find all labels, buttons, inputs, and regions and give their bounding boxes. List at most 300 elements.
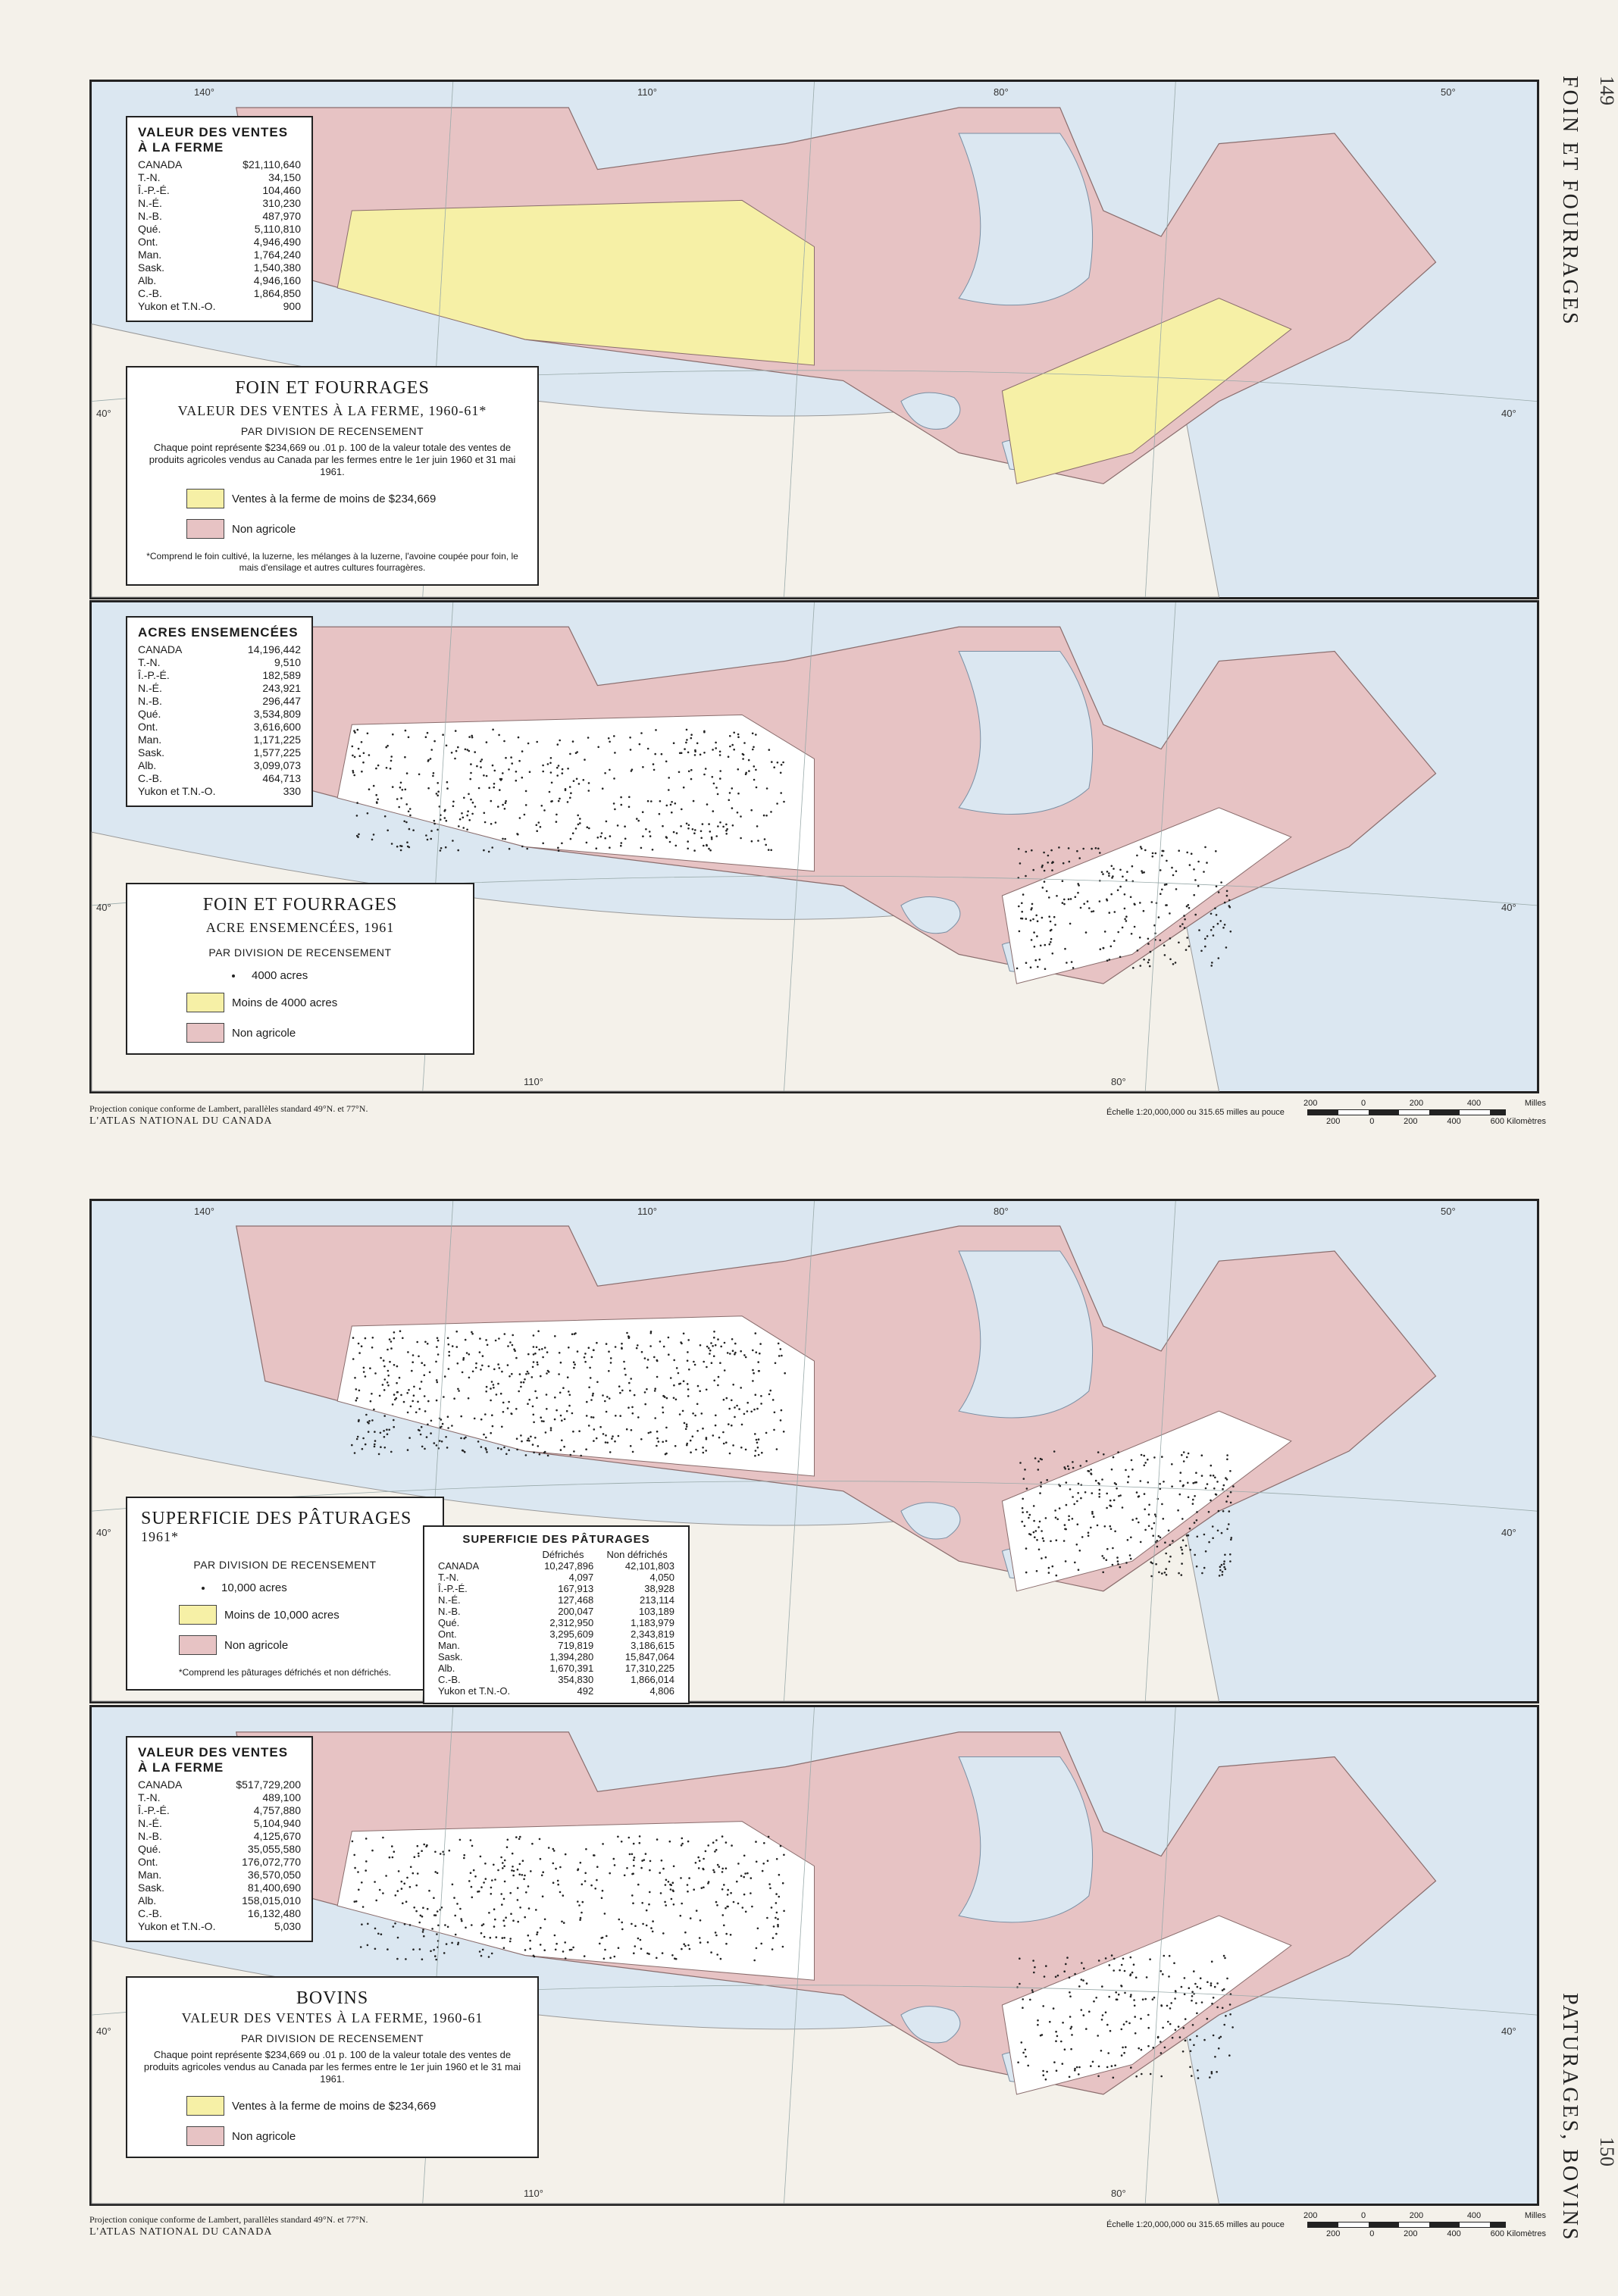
data-dot <box>715 1415 717 1417</box>
data-dot <box>1021 902 1023 905</box>
data-dot <box>493 1387 495 1389</box>
data-dot <box>1152 1534 1154 1537</box>
data-dot <box>408 1437 411 1439</box>
data-dot <box>687 752 690 754</box>
data-dot <box>575 827 577 830</box>
data-dot <box>518 737 520 739</box>
data-dot <box>363 1367 365 1369</box>
data-dot <box>559 1891 562 1894</box>
stats-row <box>138 236 301 249</box>
data-dot <box>374 1446 376 1448</box>
data-dot <box>569 753 571 755</box>
data-dot <box>1090 1469 1092 1471</box>
data-dot <box>1160 869 1162 871</box>
data-dot <box>636 818 638 820</box>
data-dot <box>465 1927 467 1929</box>
data-dot <box>693 1888 695 1891</box>
data-dot <box>609 1397 611 1400</box>
data-dot <box>590 1885 593 1887</box>
data-dot <box>731 744 734 746</box>
data-dot <box>527 1372 530 1375</box>
data-dot <box>502 1919 505 1922</box>
data-dot <box>1147 943 1150 945</box>
data-dot <box>480 1886 483 1888</box>
data-dot <box>1052 952 1054 955</box>
data-dot <box>642 1923 644 1925</box>
data-dot <box>433 1442 436 1444</box>
data-dot <box>475 1367 477 1369</box>
longitude-label: 110° <box>524 1076 543 1087</box>
data-dot <box>1134 2016 1136 2018</box>
data-dot <box>419 1948 421 1950</box>
data-dot <box>763 1842 765 1844</box>
data-dot <box>751 1906 753 1908</box>
data-dot <box>365 1337 367 1340</box>
data-dot <box>1222 2007 1224 2010</box>
pink-swatch <box>186 1023 224 1043</box>
data-dot <box>649 1345 652 1347</box>
data-dot <box>424 1395 426 1397</box>
data-dot <box>471 1924 473 1926</box>
data-dot <box>484 1413 487 1415</box>
data-dot <box>1188 1497 1190 1499</box>
province-label: Man. <box>138 249 162 261</box>
data-dot <box>581 1912 583 1914</box>
data-dot <box>441 1440 443 1443</box>
data-dot <box>599 1426 602 1428</box>
data-dot <box>404 756 406 759</box>
data-dot <box>1035 915 1037 917</box>
data-dot <box>461 1920 463 1922</box>
data-dot <box>406 1392 408 1394</box>
data-dot <box>1130 1558 1132 1560</box>
data-dot <box>1025 1547 1028 1550</box>
data-dot <box>434 1871 437 1873</box>
data-dot <box>606 1343 608 1345</box>
data-dot <box>383 1436 386 1438</box>
yellow-swatch <box>186 993 224 1012</box>
data-dot <box>1037 2024 1039 2026</box>
stats-row <box>138 287 301 300</box>
data-dot <box>605 1441 607 1444</box>
data-dot <box>729 1353 731 1355</box>
data-dot <box>552 1863 555 1865</box>
data-dot <box>493 1369 496 1371</box>
province-value: 176,072,770 <box>242 1856 301 1868</box>
data-dot <box>718 1376 720 1378</box>
data-dot <box>379 1889 381 1891</box>
data-dot <box>1065 1963 1067 1966</box>
data-dot <box>705 1850 707 1853</box>
province-value: 487,970 <box>262 210 301 222</box>
data-dot <box>719 751 721 753</box>
data-dot <box>1219 920 1222 922</box>
province-label: N.-É. <box>138 682 162 694</box>
data-dot <box>584 1353 587 1355</box>
province-value: 5,104,940 <box>253 1817 301 1829</box>
data-dot <box>1117 931 1119 934</box>
data-dot <box>1124 893 1126 896</box>
data-dot <box>652 849 654 851</box>
data-dot <box>392 734 394 736</box>
data-dot <box>733 732 735 734</box>
data-dot <box>1182 1485 1185 1487</box>
data-dot <box>673 831 675 834</box>
province-label: Ont. <box>138 721 158 733</box>
data-dot <box>618 1947 620 1949</box>
data-dot <box>435 1959 437 1961</box>
data-dot <box>1148 1513 1150 1516</box>
yellow-swatch <box>186 2096 224 2116</box>
data-dot <box>700 837 703 840</box>
data-dot <box>421 1426 423 1428</box>
province-value: 3,534,809 <box>253 708 301 720</box>
data-dot <box>1188 904 1190 906</box>
data-dot <box>690 769 693 771</box>
data-dot <box>418 1853 420 1855</box>
data-dot <box>520 1381 522 1384</box>
data-dot <box>617 824 619 827</box>
data-dot <box>483 849 485 852</box>
stats-title: VALEUR DES VENTES <box>138 1745 289 1760</box>
legend-division: PAR DIVISION DE RECENSEMENT <box>193 1559 377 1571</box>
data-dot <box>1017 2061 1019 2063</box>
data-dot <box>1169 2023 1172 2025</box>
data-dot <box>690 737 693 740</box>
data-dot <box>773 1925 775 1928</box>
table-row <box>435 1640 678 1651</box>
data-dot <box>533 1955 535 1957</box>
data-dot <box>389 1857 391 1859</box>
data-dot <box>587 826 589 828</box>
data-dot <box>485 1390 487 1393</box>
table-row <box>435 1628 678 1640</box>
data-dot <box>675 1399 678 1401</box>
data-dot <box>467 810 469 812</box>
data-dot <box>509 1938 512 1940</box>
data-dot <box>379 1395 381 1397</box>
data-dot <box>499 789 501 791</box>
data-dot <box>454 758 456 760</box>
data-dot <box>424 1364 426 1366</box>
data-dot <box>1229 2013 1231 2016</box>
data-dot <box>1122 927 1124 929</box>
data-dot <box>1076 2066 1078 2069</box>
data-dot <box>1053 916 1056 918</box>
data-dot <box>699 1937 701 1939</box>
data-dot <box>547 1370 549 1372</box>
data-dot <box>516 1449 518 1451</box>
legend-subtitle: ACRE ENSEMENCÉES, 1961 <box>205 920 395 935</box>
data-dot <box>546 1351 549 1353</box>
data-dot <box>1030 919 1032 921</box>
data-dot <box>782 1882 784 1885</box>
data-dot <box>771 761 773 763</box>
data-dot <box>1169 959 1172 961</box>
data-dot <box>427 839 429 841</box>
data-dot <box>570 838 572 840</box>
data-dot <box>1152 856 1154 858</box>
side-title-bottom: PATURAGES, BOVINS <box>1558 1993 1582 2242</box>
data-dot <box>1069 923 1072 925</box>
data-dot <box>776 1448 778 1450</box>
data-dot <box>1225 1568 1227 1570</box>
data-dot <box>699 754 702 756</box>
data-dot <box>760 1943 762 1945</box>
data-dot <box>536 824 538 827</box>
data-dot <box>1183 1460 1185 1462</box>
data-dot <box>621 1347 623 1350</box>
data-dot <box>1088 1534 1090 1537</box>
data-dot <box>614 809 616 811</box>
data-dot <box>1210 965 1213 967</box>
data-dot <box>393 1426 395 1428</box>
data-dot <box>1034 1457 1037 1459</box>
data-dot <box>1206 1483 1209 1485</box>
data-dot <box>406 1877 408 1879</box>
data-dot <box>442 734 444 736</box>
data-dot <box>538 1349 540 1351</box>
data-dot <box>589 1367 591 1369</box>
data-dot <box>1204 946 1206 948</box>
data-dot <box>717 793 719 796</box>
data-dot <box>1024 1525 1026 1528</box>
data-dot <box>1105 2011 1107 2013</box>
data-dot <box>602 1890 604 1892</box>
data-dot <box>729 792 731 794</box>
data-dot <box>480 761 482 763</box>
data-dot <box>731 1338 734 1340</box>
data-dot <box>453 1897 455 1899</box>
data-dot <box>631 1406 634 1409</box>
data-dot <box>468 1353 471 1356</box>
data-dot <box>1143 910 1145 912</box>
data-dot <box>1022 893 1025 896</box>
data-dot <box>1163 1518 1165 1520</box>
data-dot <box>525 804 527 806</box>
data-dot <box>1044 968 1047 970</box>
data-dot <box>648 1432 650 1434</box>
data-dot <box>1078 1985 1081 1988</box>
data-dot <box>1218 1510 1220 1512</box>
data-dot <box>588 790 590 792</box>
data-dot <box>1139 937 1141 939</box>
data-dot <box>1032 1960 1034 1962</box>
data-dot <box>537 1932 539 1934</box>
data-dot <box>1189 2066 1191 2069</box>
longitude-label: 140° <box>194 1206 214 1217</box>
data-dot <box>773 1429 775 1431</box>
data-dot <box>603 1958 606 1960</box>
data-dot <box>540 1944 542 1946</box>
data-dot <box>745 1356 747 1359</box>
data-dot <box>715 1932 717 1934</box>
data-dot <box>1085 1460 1088 1462</box>
data-dot <box>457 849 459 852</box>
data-dot <box>1228 1510 1231 1512</box>
data-dot <box>679 1413 681 1415</box>
data-dot <box>593 1349 595 1351</box>
data-dot <box>755 1450 757 1452</box>
data-dot <box>443 1952 446 1954</box>
data-dot <box>1136 855 1138 857</box>
data-dot <box>1074 2069 1076 2072</box>
data-dot <box>669 1841 671 1843</box>
data-dot <box>1220 881 1222 884</box>
data-dot <box>1022 1507 1024 1509</box>
province-value: 1,540,380 <box>253 261 301 274</box>
data-dot <box>385 746 387 749</box>
data-dot <box>1064 1528 1066 1531</box>
data-dot <box>552 1848 555 1850</box>
uncleared-cell: 15,847,064 <box>624 1651 674 1663</box>
data-dot <box>1216 2007 1219 2009</box>
data-dot <box>462 1450 465 1452</box>
data-dot <box>558 800 560 802</box>
data-dot <box>612 1435 614 1437</box>
data-dot <box>362 762 365 764</box>
data-dot <box>1148 959 1150 962</box>
province-value: 243,921 <box>262 682 301 694</box>
data-dot <box>1179 1480 1181 1482</box>
data-dot <box>497 1869 499 1872</box>
legend-division: PAR DIVISION DE RECENSEMENT <box>240 2032 424 2044</box>
scale-tick: 400 <box>1466 1099 1482 1108</box>
data-dot <box>752 1369 754 1372</box>
data-dot <box>1026 1487 1028 1490</box>
data-dot <box>1171 1485 1173 1487</box>
data-dot <box>422 1931 424 1933</box>
data-dot <box>490 1387 492 1390</box>
pasture-table-title: SUPERFICIE DES PÂTURAGES <box>462 1533 650 1546</box>
data-dot <box>659 1340 662 1343</box>
data-dot <box>400 1394 402 1397</box>
data-dot <box>1206 862 1208 864</box>
data-dot <box>507 1407 509 1409</box>
data-dot <box>528 1907 530 1910</box>
data-dot <box>656 1376 659 1378</box>
data-dot <box>715 1344 717 1347</box>
data-dot <box>725 1943 728 1945</box>
yellow-swatch <box>186 489 224 508</box>
data-dot <box>412 829 415 831</box>
data-dot <box>433 823 436 825</box>
data-dot <box>467 749 469 751</box>
data-dot <box>362 1906 365 1908</box>
province-value: 310,230 <box>262 197 301 209</box>
data-dot <box>1169 1561 1171 1563</box>
data-dot <box>510 756 512 759</box>
data-dot <box>1161 855 1163 857</box>
data-dot <box>1106 1507 1108 1509</box>
data-dot <box>1030 966 1032 968</box>
data-dot <box>534 1353 537 1355</box>
data-dot <box>1171 1463 1173 1465</box>
data-dot <box>405 821 408 824</box>
data-dot <box>494 1919 496 1921</box>
data-dot <box>531 1843 534 1845</box>
data-dot <box>437 795 439 797</box>
data-dot <box>729 746 731 748</box>
data-dot <box>765 815 768 817</box>
data-dot <box>1022 2052 1025 2054</box>
data-dot <box>1117 1451 1119 1453</box>
data-dot <box>365 1838 368 1840</box>
data-dot <box>689 1948 691 1950</box>
data-dot <box>387 1433 389 1435</box>
data-dot <box>708 1347 710 1350</box>
data-dot <box>502 804 504 806</box>
legend-key-label: Ventes à la ferme de moins de $234,669 <box>232 2099 437 2113</box>
data-dot <box>602 1843 604 1845</box>
table-row <box>435 1651 678 1663</box>
province-value: 4,946,160 <box>253 274 301 286</box>
province-label: Yukon et T.N.-O. <box>138 300 216 312</box>
data-dot <box>1224 1554 1226 1556</box>
data-dot <box>518 1873 521 1875</box>
data-dot <box>477 1440 480 1443</box>
data-dot <box>500 779 502 781</box>
data-dot <box>550 1427 552 1429</box>
data-dot <box>1034 946 1036 948</box>
data-dot <box>1125 879 1128 881</box>
data-dot <box>1229 1560 1231 1562</box>
data-dot <box>1037 1469 1040 1471</box>
province-label: N.-É. <box>138 197 162 209</box>
data-dot <box>561 1440 563 1442</box>
data-dot <box>1101 1985 1103 1988</box>
province-label: N.-B. <box>138 210 162 222</box>
data-dot <box>423 1844 425 1846</box>
data-dot <box>505 802 507 804</box>
data-dot <box>678 771 681 774</box>
data-dot <box>499 1367 501 1369</box>
data-dot <box>608 1370 610 1372</box>
data-dot <box>757 840 759 842</box>
data-dot <box>1186 1456 1188 1459</box>
data-dot <box>1022 1498 1024 1500</box>
data-dot <box>639 1842 641 1844</box>
province-label: CANADA <box>138 643 183 655</box>
data-dot <box>358 1352 361 1354</box>
data-dot <box>455 730 457 732</box>
data-dot <box>1044 881 1046 883</box>
data-dot <box>1034 1536 1036 1538</box>
data-dot <box>446 787 449 790</box>
data-dot <box>399 1330 402 1332</box>
data-dot <box>541 1420 543 1422</box>
uncleared-cell: 4,050 <box>649 1572 674 1583</box>
data-dot <box>1223 1566 1225 1569</box>
data-dot <box>1111 1469 1113 1471</box>
data-dot <box>508 768 510 771</box>
data-dot <box>396 1365 399 1368</box>
data-dot <box>537 1364 539 1366</box>
data-dot <box>563 1446 565 1448</box>
data-dot <box>501 1903 503 1906</box>
data-dot <box>510 1913 512 1915</box>
data-dot <box>1050 930 1052 932</box>
data-dot <box>1124 918 1126 921</box>
data-dot <box>418 1356 420 1358</box>
data-dot <box>588 1425 590 1427</box>
data-dot <box>351 1444 353 1447</box>
stats-row <box>138 643 301 656</box>
data-dot <box>418 1922 421 1924</box>
data-dot <box>427 1400 430 1403</box>
data-dot <box>1119 869 1122 871</box>
data-dot <box>646 1910 648 1912</box>
